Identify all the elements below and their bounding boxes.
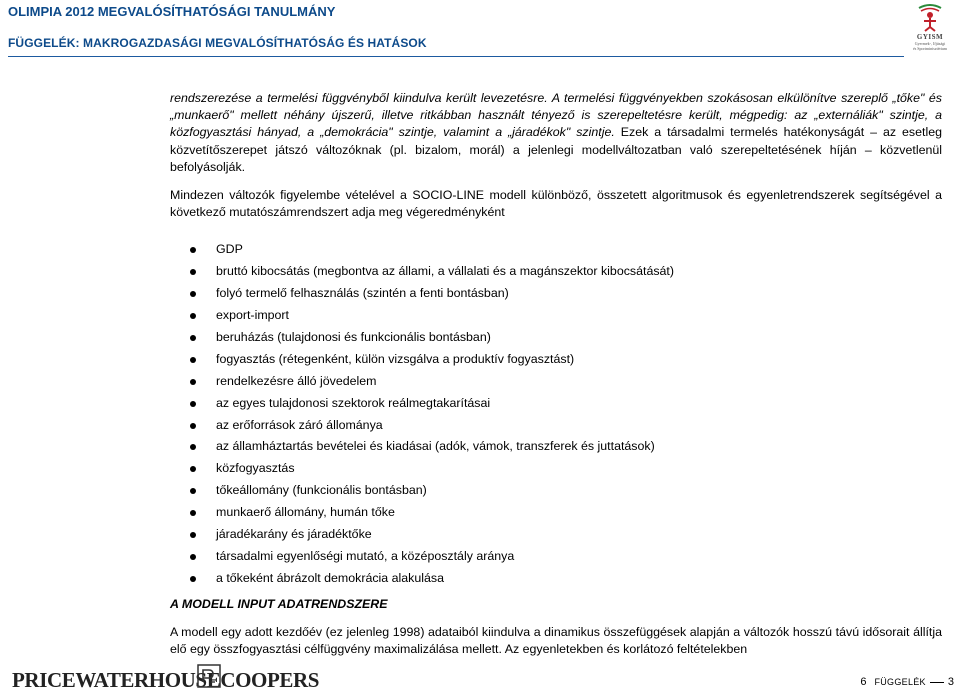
gyism-emblem-icon <box>915 2 945 32</box>
list-item <box>170 261 942 283</box>
bullet-dot-icon <box>190 357 196 363</box>
header-rule <box>8 56 904 57</box>
list-item <box>170 327 942 349</box>
document-subtitle: FÜGGELÉK: MAKROGAZDASÁGI MEGVALÓSÍTHATÓSÁG ÉS HATÁSOK <box>8 36 427 50</box>
pwc-logo <box>12 668 319 693</box>
list-item-label: bruttó kibocsátás (megbontva az állami, a vállalati és a magánszektor kibocsátását) <box>216 264 674 279</box>
list-item <box>170 480 942 502</box>
list-item-label: folyó termelő felhasználás (szintén a fenti bontásban) <box>216 286 509 301</box>
bullet-dot-icon <box>190 510 196 516</box>
bullet-dot-icon <box>190 269 196 275</box>
list-item <box>170 458 942 480</box>
company-name: PRICEWATERHOUSECOOPERS <box>12 668 320 692</box>
page-header <box>0 0 960 62</box>
list-item <box>170 283 942 305</box>
list-item-label: tőkeállomány (funkcionális bontásban) <box>216 483 427 498</box>
appendix-label: FÜGGELÉK <box>874 677 926 687</box>
appendix-dash <box>930 682 944 683</box>
bullet-dot-icon <box>190 423 196 429</box>
list-item <box>170 239 942 261</box>
bullet-dot-icon <box>190 401 196 407</box>
bullet-dot-icon <box>190 532 196 538</box>
list-item <box>170 502 942 524</box>
list-item-label: járadékarány és járadéktőke <box>216 527 372 541</box>
intro-paragraph-plain: Ezek a társadalmi termelés hatékonyságát – az esetleg közvetítőszerepet játszó változóknak (pl. bizalom, morál) a jelenlegi modellváltozatban való szerepeltetésének híján – közvetlenül befolyásolják. <box>170 125 942 174</box>
gyism-logo <box>908 2 952 58</box>
bullet-dot-icon <box>190 247 196 253</box>
list-item <box>170 436 942 458</box>
document-title: OLIMPIA 2012 MEGVALÓSÍTHATÓSÁGI TANULMÁNY <box>8 4 336 19</box>
logo-tagline-2: és Sportminisztérium <box>912 46 948 51</box>
logo-name: GYISM <box>916 33 944 41</box>
list-item <box>170 349 942 371</box>
bullet-dot-icon <box>190 313 196 319</box>
bullet-dot-icon <box>190 576 196 582</box>
indicator-intro-paragraph: Mindezen változók figyelembe vételével a SOCIO-LINE modell különböző, összetett algoritmusok és egyenletrendszerek segítségével a következő mutatószámrendszert adja meg végeredményként <box>170 188 942 220</box>
list-item-label: munkaerő állomány, humán tőke <box>216 505 395 520</box>
bullet-dot-icon <box>190 291 196 297</box>
list-item <box>170 393 942 415</box>
bullet-dot-icon <box>190 444 196 450</box>
list-item-label: az államháztartás bevételei és kiadásai (adók, vámok, transzferek és juttatások) <box>216 439 655 454</box>
list-item <box>170 546 942 568</box>
indicator-list <box>170 239 942 589</box>
list-item-label: fogyasztás (rétegenként, külön vizsgálva a produktív fogyasztást) <box>216 351 575 366</box>
list-item-label: társadalmi egyenlőségi mutató, a középosztály aránya <box>216 548 515 563</box>
intro-paragraph-italic: rendszerezése a termelési függvényből kiindulva került levezetésre. A termelési függvényekben szokásosan elkülönítve szereplő „tőke" és „munkaerő" mellett néhány újszerű, illetve ritkábban használt tényező is szerepeltetésre került, mégpedig: az „externáliák" szintje, a közfogyasztási hányad, a „demokrácia" szintje, valamint a „járadékok" szintje. <box>170 91 942 140</box>
intro-paragraph <box>170 90 942 176</box>
page-number-value: 6 <box>860 676 867 688</box>
bullet-dot-icon <box>190 335 196 341</box>
section-title: A MODELL INPUT ADATRENDSZERE <box>170 596 388 611</box>
bullet-dot-icon <box>190 466 196 472</box>
page-footer <box>0 650 960 691</box>
list-item-label: a tőkeként ábrázolt demokrácia alakulása <box>216 570 444 585</box>
bullet-dot-icon <box>190 554 196 560</box>
model-input-paragraph: A modell egy adott kezdőév (ez jelenleg 1998) adataiból kiindulva a dinamikus összefüggések alapján a változók hosszú távú idősorait állítja elő egy összfogyasztási célfüggvény maximalizálása mellett. Az egyenletekben és korlátozó feltételekben <box>170 624 942 657</box>
list-item-label: közfogyasztás <box>216 461 295 476</box>
bullet-dot-icon <box>190 488 196 494</box>
page-number <box>860 676 954 688</box>
list-item <box>170 371 942 393</box>
list-item <box>170 415 942 437</box>
list-item-label: rendelkezésre álló jövedelem <box>216 373 377 388</box>
list-item-label: az erőforrások záró állománya <box>216 417 383 432</box>
list-item <box>170 524 942 546</box>
list-item <box>170 305 942 327</box>
list-item-label: export-import <box>216 308 289 323</box>
pwc-crest-icon <box>197 664 221 688</box>
bullet-dot-icon <box>190 379 196 385</box>
list-item-label: az egyes tulajdonosi szektorok reálmegtakarításai <box>216 395 491 410</box>
page-body <box>170 90 942 658</box>
appendix-number: 3 <box>947 676 954 688</box>
list-item-label: GDP <box>216 242 243 257</box>
list-item <box>170 568 942 590</box>
list-item-label: beruházás (tulajdonosi és funkcionális bontásban) <box>216 329 491 344</box>
logo-tagline-1: Gyermek-, Ifjúsági <box>914 41 946 46</box>
